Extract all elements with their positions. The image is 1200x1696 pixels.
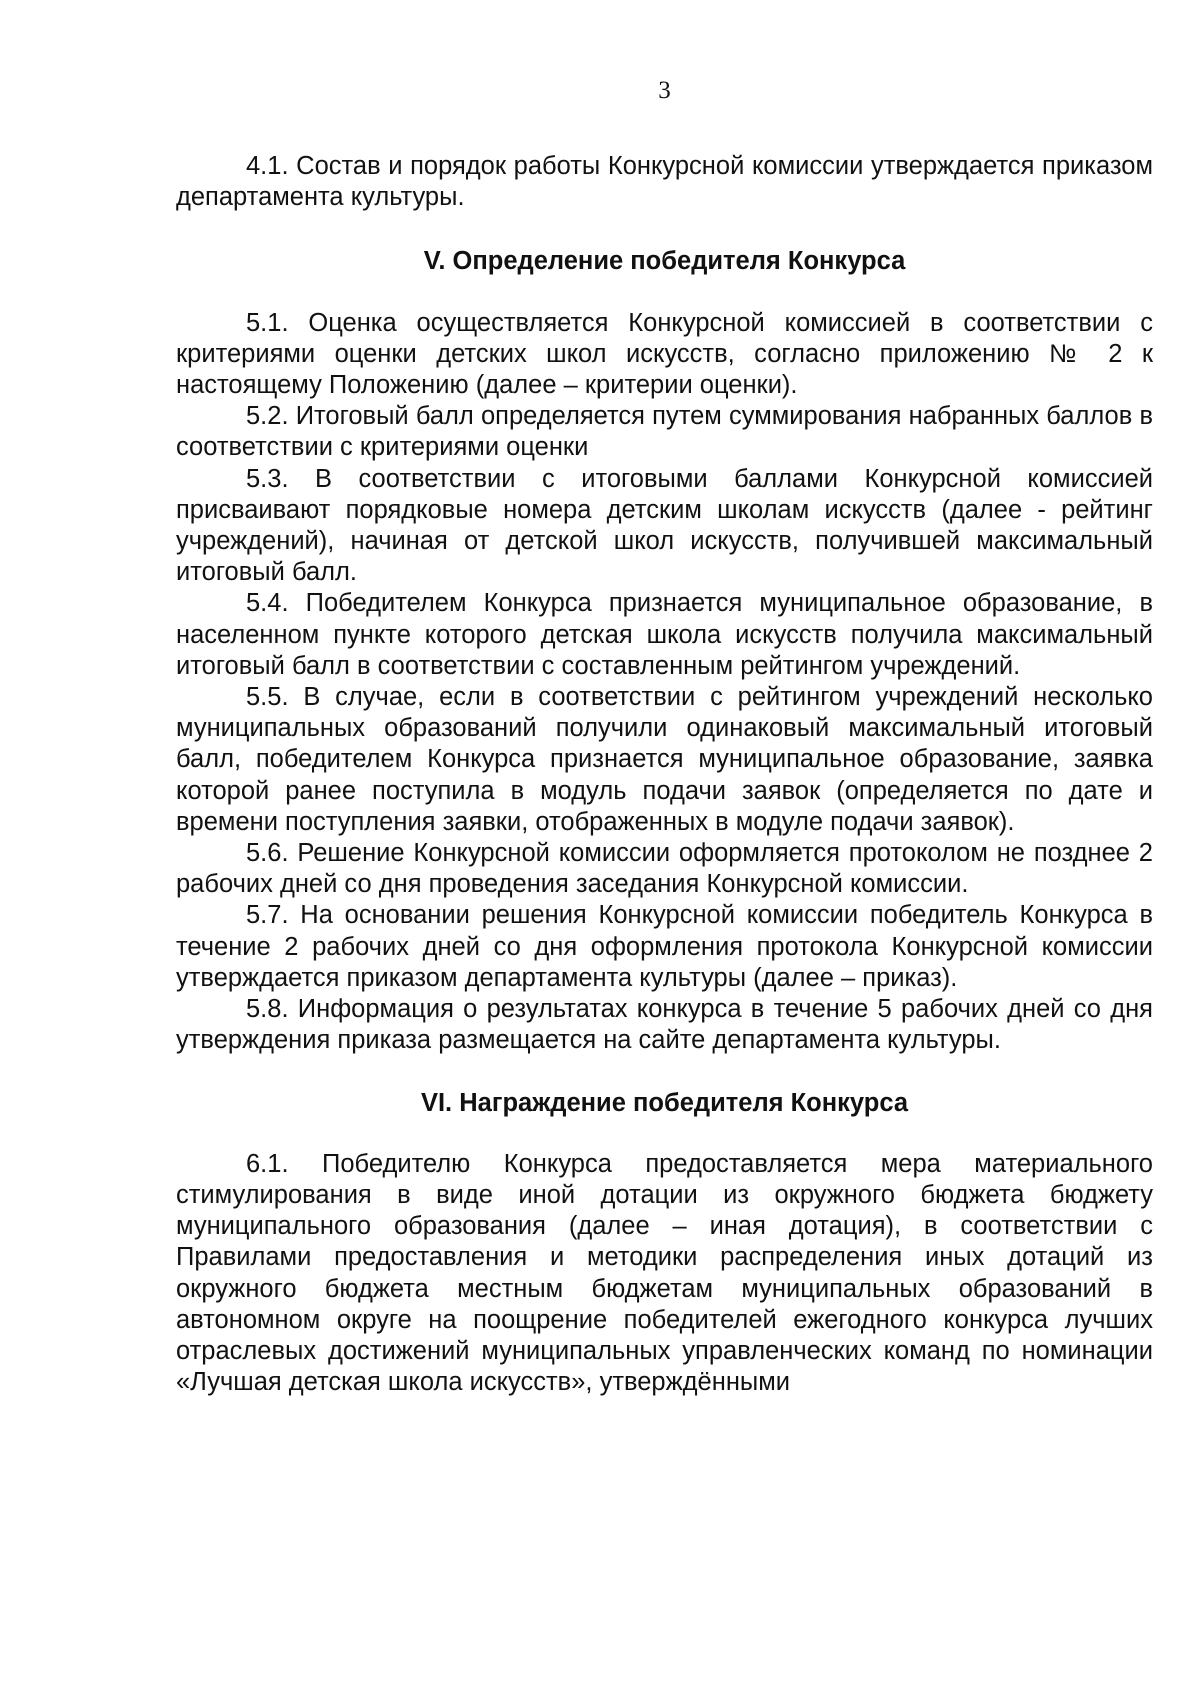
document-page — [176, 64, 1153, 1398]
paragraph-5-6: 5.6. Решение Конкурсной комиссии оформляется протоколом не позднее 2 рабочих дней со дня проведения заседания Конкурсной комиссии. — [176, 839, 1153, 899]
page-number: 3 — [658, 77, 671, 104]
paragraph-5-3: 5.3. В соответствии с итоговыми баллами Конкурсной комиссией присваивают порядковые номера детским школам искусств (далее - рейтинг учреждений), начиная от детской школ искусств, получившей максимальный итоговый балл. — [176, 464, 1153, 587]
paragraph-5-4: 5.4. Победителем Конкурса признается муниципальное образование, в населенном пункте которого детская школа искусств получила максимальный итоговый балл в соответствии с составленным рейтингом учреждений. — [176, 589, 1153, 680]
section-heading-v: V. Определение победителя Конкурса — [423, 247, 906, 276]
paragraph-4-1: 4.1. Состав и порядок работы Конкурсной комиссии утверждается приказом департамента культуры. — [176, 152, 1153, 212]
paragraph-5-5: 5.5. В случае, если в соответствии с рейтингом учреждений несколько муниципальных образований получили одинаковый максимальный итоговый балл, победителем Конкурса признается муниципальное образование, заявка которой ранее поступила в модуль подачи заявок (определяется по дате и времени поступления заявки, отображенных в модуле подачи заявок). — [176, 683, 1153, 836]
paragraph-5-2: 5.2. Итоговый балл определяется путем суммирования набранных баллов в соответствии с критериями оценки — [176, 402, 1153, 462]
paragraph-5-8: 5.8. Информация о результатах конкурса в течение 5 рабочих дней со дня утверждения приказа размещается на сайте департамента культуры. — [176, 995, 1153, 1055]
paragraph-6-1: 6.1. Победителю Конкурса предоставляется мера материального стимулирования в виде иной дотации из окружного бюджета бюджету муниципального образования (далее – иная дотация), в соответствии с Правилами предоставления и методики распределения иных дотаций из окружного бюджета местным бюджетам муниципальных образований в автономном округе на поощрение победителей ежегодного конкурса лучших отраслевых достижений муниципальных управленческих команд по номинации «Лучшая детская школа искусств», утверждёнными — [176, 1149, 1153, 1397]
section-heading-vi: VI. Награждение победителя Конкурса — [420, 1089, 909, 1118]
paragraph-5-7: 5.7. На основании решения Конкурсной комиссии победитель Конкурса в течение 2 рабочих дней со дня оформления протокола Конкурсной комиссии утверждается приказом департамента культуры (далее – приказ). — [176, 901, 1153, 992]
paragraph-5-1: 5.1. Оценка осуществляется Конкурсной комиссией в соответствии с критериями оценки детских школ искусств, согласно приложению № 2 к настоящему Положению (далее – критерии оценки). — [176, 308, 1153, 400]
